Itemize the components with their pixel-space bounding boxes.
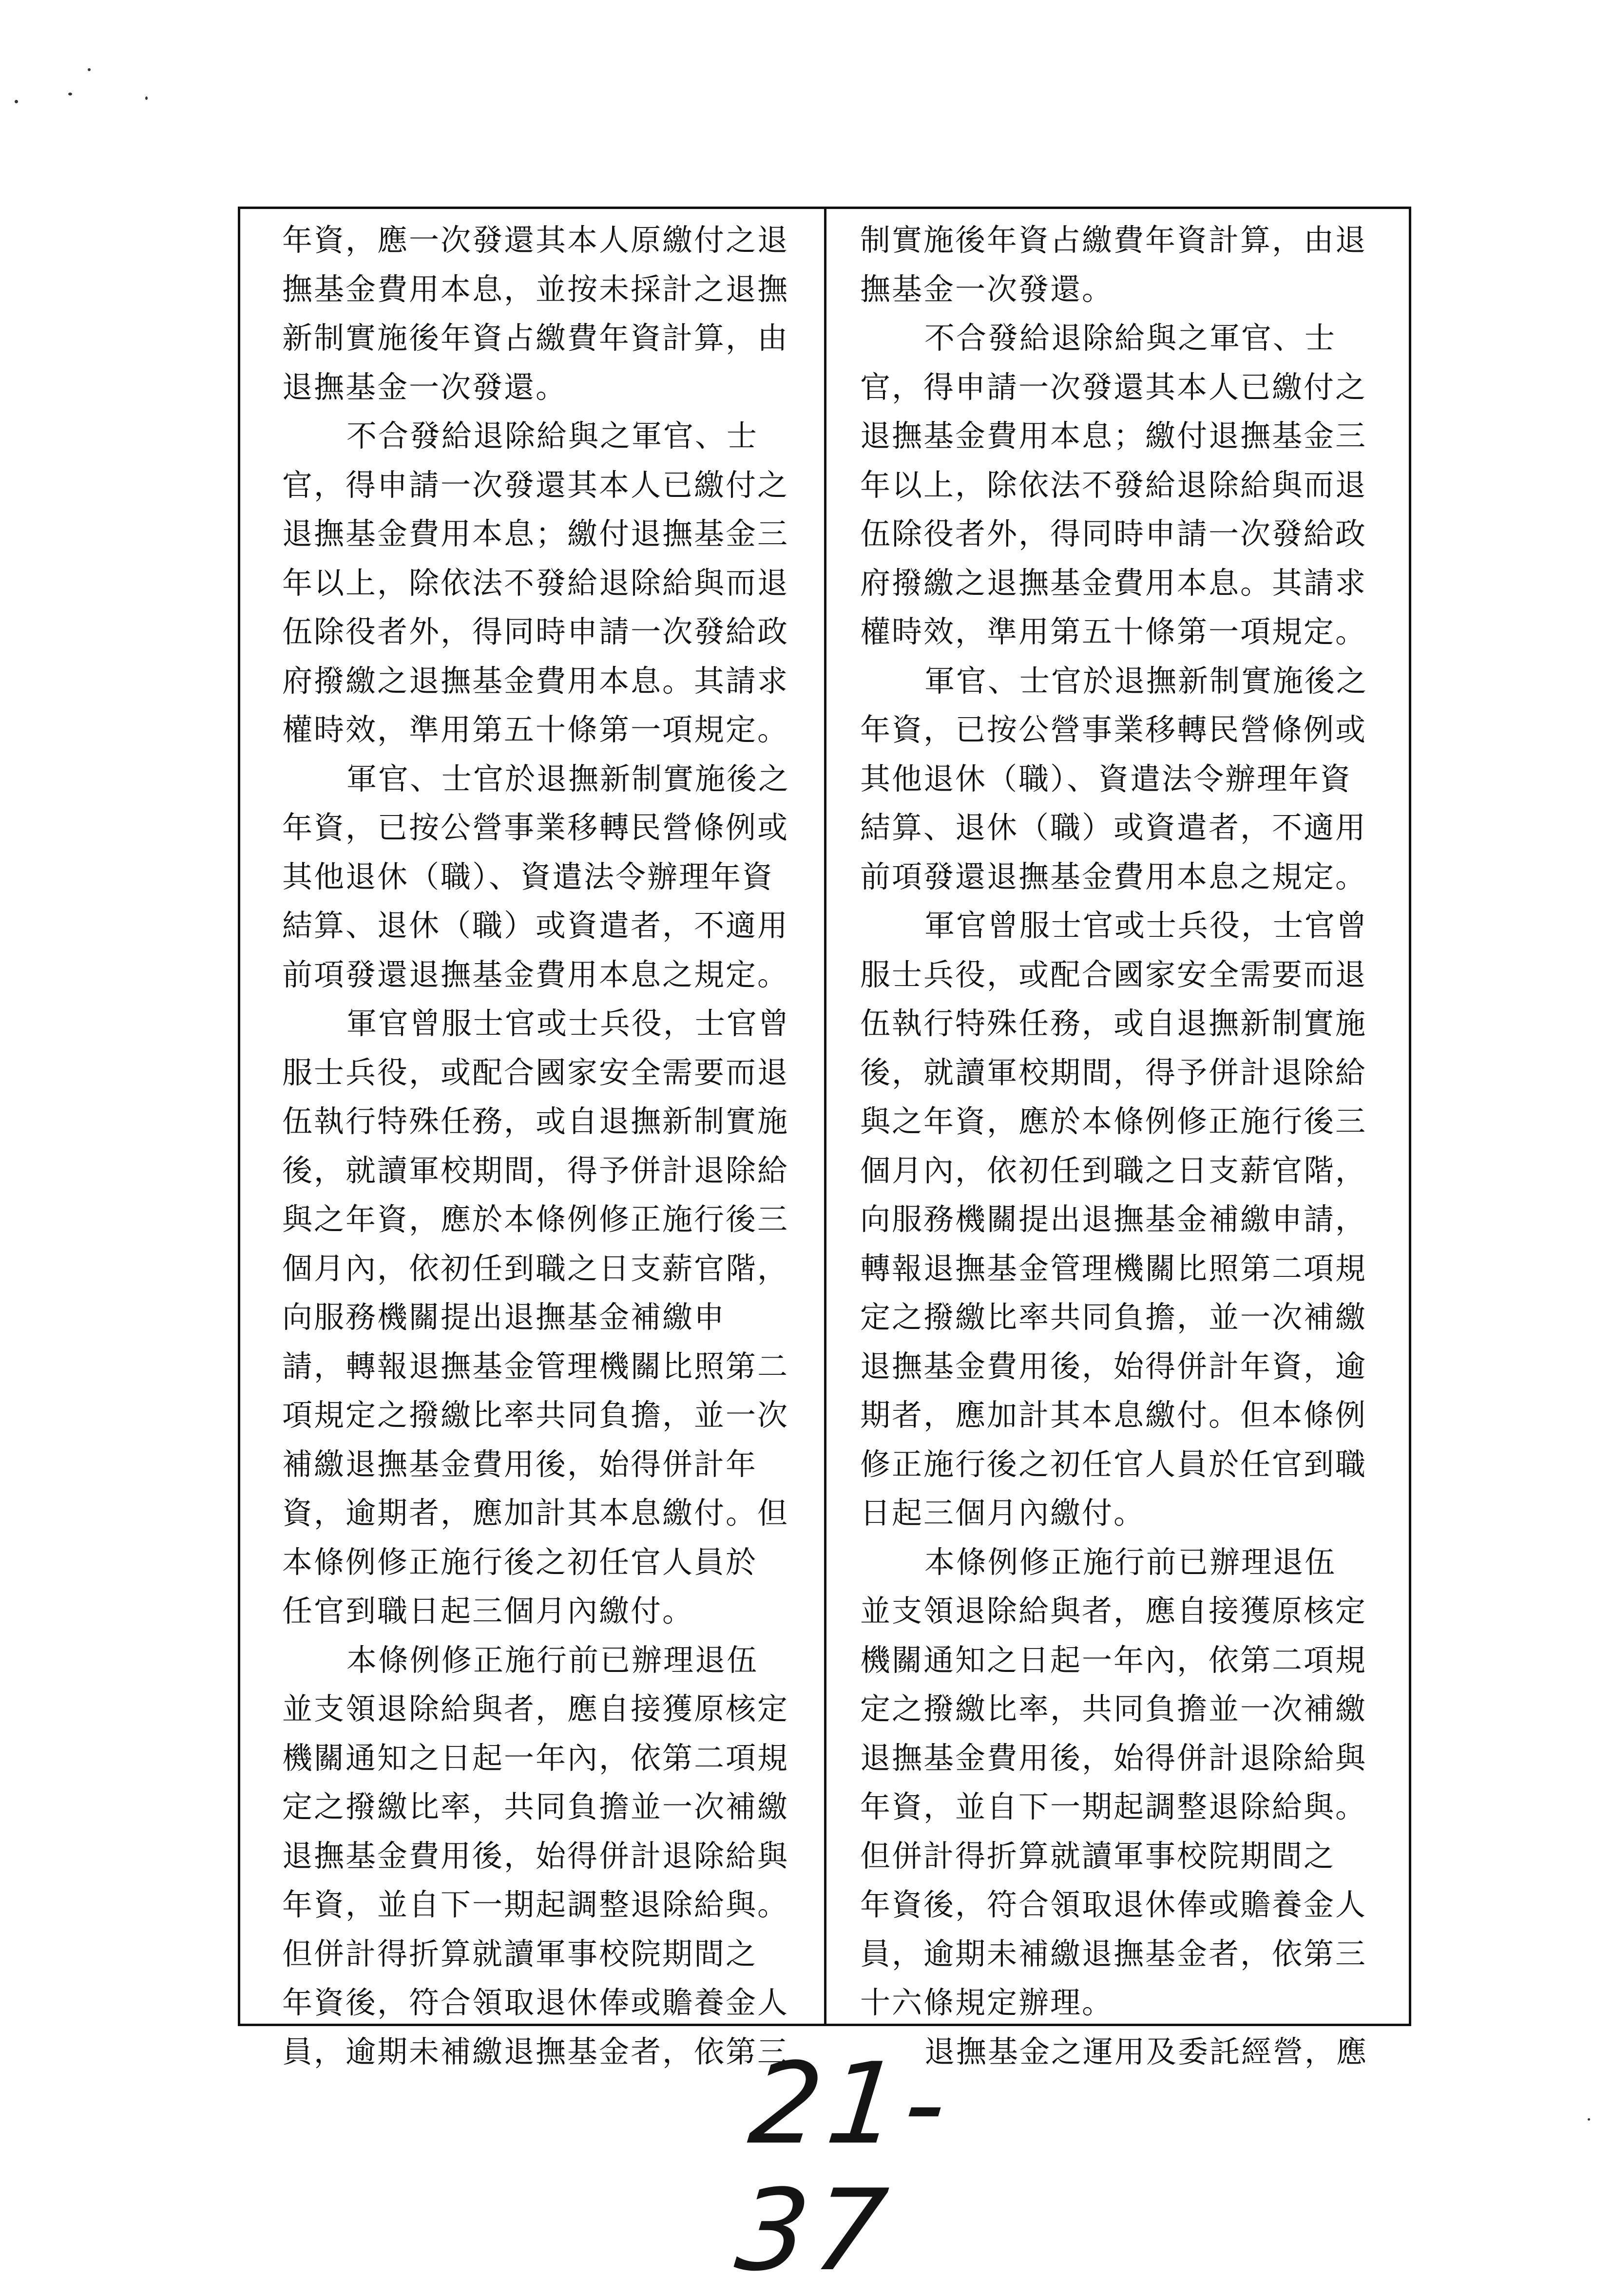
text-line: 前項發還退撫基金費用本息之規定。 [282, 956, 789, 992]
left-column [282, 216, 799, 2076]
text-line: 退撫基金費用後，始得併計年資，逾 [860, 1348, 1367, 1384]
text-line: 個月內，依初任到職之日支薪官階， [282, 1250, 789, 1286]
text-line: 但併計得折算就讀軍事校院期間之 [860, 1838, 1336, 1874]
paragraph-start-line: 軍官、士官於退撫新制實施後之 [346, 760, 790, 797]
text-line: 年資，並自下一期起調整退除給與。 [860, 1789, 1367, 1824]
text-line: 與之年資，應於本條例修正施行後三 [282, 1201, 789, 1237]
text-line: 其他退休（職）、資遣法令辦理年資 [282, 858, 774, 894]
paragraph-start-line: 不合發給退除給與之軍官、士 [346, 418, 759, 454]
text-line: 資，逾期者，應加計其本息繳付。但 [282, 1495, 789, 1531]
paragraph-start-line: 本條例修正施行前已辦理退伍 [346, 1642, 759, 1678]
text-line: 並支領退除給與者，應自接獲原核定 [282, 1691, 789, 1727]
scan-speck [68, 93, 72, 95]
text-line: 補繳退撫基金費用後，始得併計年 [282, 1446, 758, 1482]
text-line: 但併計得折算就讀軍事校院期間之 [282, 1935, 758, 1972]
text-line: 退撫基金費用本息；繳付退撫基金三 [282, 516, 789, 551]
paragraph-start-line: 本條例修正施行前已辦理退伍 [924, 1544, 1337, 1580]
paragraph-start-line: 不合發給退除給與之軍官、士 [924, 320, 1337, 356]
text-line: 年資後，符合領取退休俸或贍養金人 [282, 1985, 789, 2020]
column-divider [824, 209, 826, 2024]
text-line: 制實施後年資占繳費年資計算，由退 [860, 222, 1367, 258]
text-line: 前項發還退撫基金費用本息之規定。 [860, 858, 1367, 894]
text-line: 定之撥繳比率，共同負擔並一次補繳 [282, 1789, 789, 1824]
text-line: 結算、退休（職）或資遣者，不適用 [282, 908, 789, 943]
text-line: 服士兵役，或配合國家安全需要而退 [282, 1054, 789, 1090]
text-line: 權時效，準用第五十條第一項規定。 [860, 614, 1367, 649]
text-line: 年資後，符合領取退休俸或贍養金人 [860, 1887, 1367, 1922]
text-line: 其他退休（職）、資遣法令辦理年資 [860, 760, 1352, 797]
text-line: 日起三個月內繳付。 [860, 1495, 1146, 1531]
paragraph-start-line: 軍官、士官於退撫新制實施後之 [924, 663, 1368, 699]
text-line: 機關通知之日起一年內，依第二項規 [860, 1642, 1367, 1678]
text-line: 項規定之撥繳比率共同負擔，並一次 [282, 1397, 789, 1433]
text-line: 撫基金一次發還。 [860, 271, 1114, 307]
text-line: 伍除役者外，得同時申請一次發給政 [282, 614, 789, 649]
text-line: 個月內，依初任到職之日支薪官階， [860, 1152, 1367, 1188]
scan-speck [15, 100, 18, 103]
scan-speck [1588, 2118, 1590, 2121]
text-line: 年以上，除依法不發給退除給與而退 [282, 565, 789, 601]
comparison-table [238, 207, 1411, 2069]
text-line: 退撫基金費用後，始得併計退除給與 [282, 1838, 789, 1874]
text-line: 員，逾期未補繳退撫基金者，依第三 [860, 1935, 1367, 1972]
text-line: 請，轉報退撫基金管理機關比照第二 [282, 1348, 789, 1384]
text-line: 府撥繳之退撫基金費用本息。其請求 [860, 565, 1367, 601]
text-line: 並支領退除給與者，應自接獲原核定 [860, 1593, 1367, 1629]
paragraph-start-line: 軍官曾服士官或士兵役，士官曾 [346, 1006, 790, 1041]
text-line: 伍執行特殊任務，或自退撫新制實施 [860, 1006, 1367, 1041]
text-line: 機關通知之日起一年內，依第二項規 [282, 1740, 789, 1776]
text-line: 定之撥繳比率共同負擔，並一次補繳 [860, 1299, 1367, 1335]
handwritten-page-number: 21-37 [730, 2039, 958, 2296]
right-column [860, 216, 1384, 2076]
text-line: 府撥繳之退撫基金費用本息。其請求 [282, 663, 789, 699]
text-line: 十六條規定辦理。 [860, 1985, 1114, 2020]
scan-speck [88, 68, 91, 71]
text-line: 退撫基金費用後，始得併計退除給與 [860, 1740, 1367, 1776]
text-line: 官，得申請一次發還其本人已繳付之 [860, 369, 1367, 405]
scan-speck [145, 96, 148, 100]
text-line: 本條例修正施行後之初任官人員於 [282, 1544, 758, 1580]
text-line: 服士兵役，或配合國家安全需要而退 [860, 956, 1367, 992]
text-line: 年資，應一次發還其本人原繳付之退 [282, 222, 789, 258]
text-line: 後，就讀軍校期間，得予併計退除給 [860, 1054, 1367, 1090]
text-line: 退撫基金費用本息；繳付退撫基金三 [860, 418, 1367, 454]
text-line: 後，就讀軍校期間，得予併計退除給 [282, 1152, 789, 1188]
paragraph-start-line: 退撫基金之運用及委託經營，應 [924, 2033, 1368, 2069]
text-line: 年資，並自下一期起調整退除給與。 [282, 1887, 789, 1922]
text-line: 撫基金費用本息，並按未採計之退撫 [282, 271, 789, 307]
text-line: 與之年資，應於本條例修正施行後三 [860, 1103, 1367, 1139]
text-line: 伍執行特殊任務，或自退撫新制實施 [282, 1103, 789, 1139]
text-line: 向服務機關提出退撫基金補繳申 [282, 1299, 726, 1335]
text-line: 任官到職日起三個月內繳付。 [282, 1593, 694, 1629]
text-line: 年以上，除依法不發給退除給與而退 [860, 467, 1367, 503]
text-line: 員，逾期未補繳退撫基金者，依第三 [282, 2033, 789, 2069]
text-line: 新制實施後年資占繳費年資計算，由 [282, 320, 789, 356]
text-line: 年資，已按公營事業移轉民營條例或 [282, 810, 789, 845]
text-line: 向服務機關提出退撫基金補繳申請， [860, 1201, 1367, 1237]
text-line: 官，得申請一次發還其本人已繳付之 [282, 467, 789, 503]
text-line: 期者，應加計其本息繳付。但本條例 [860, 1397, 1367, 1433]
text-line: 定之撥繳比率，共同負擔並一次補繳 [860, 1691, 1367, 1727]
text-line: 退撫基金一次發還。 [282, 369, 568, 405]
paragraph-start-line: 軍官曾服士官或士兵役，士官曾 [924, 908, 1368, 943]
text-line: 結算、退休（職）或資遣者，不適用 [860, 810, 1367, 845]
text-line: 權時效，準用第五十條第一項規定。 [282, 712, 789, 747]
text-line: 轉報退撫基金管理機關比照第二項規 [860, 1250, 1367, 1286]
text-line: 年資，已按公營事業移轉民營條例或 [860, 712, 1367, 747]
text-line: 修正施行後之初任官人員於任官到職 [860, 1446, 1367, 1482]
text-line: 伍除役者外，得同時申請一次發給政 [860, 516, 1367, 551]
